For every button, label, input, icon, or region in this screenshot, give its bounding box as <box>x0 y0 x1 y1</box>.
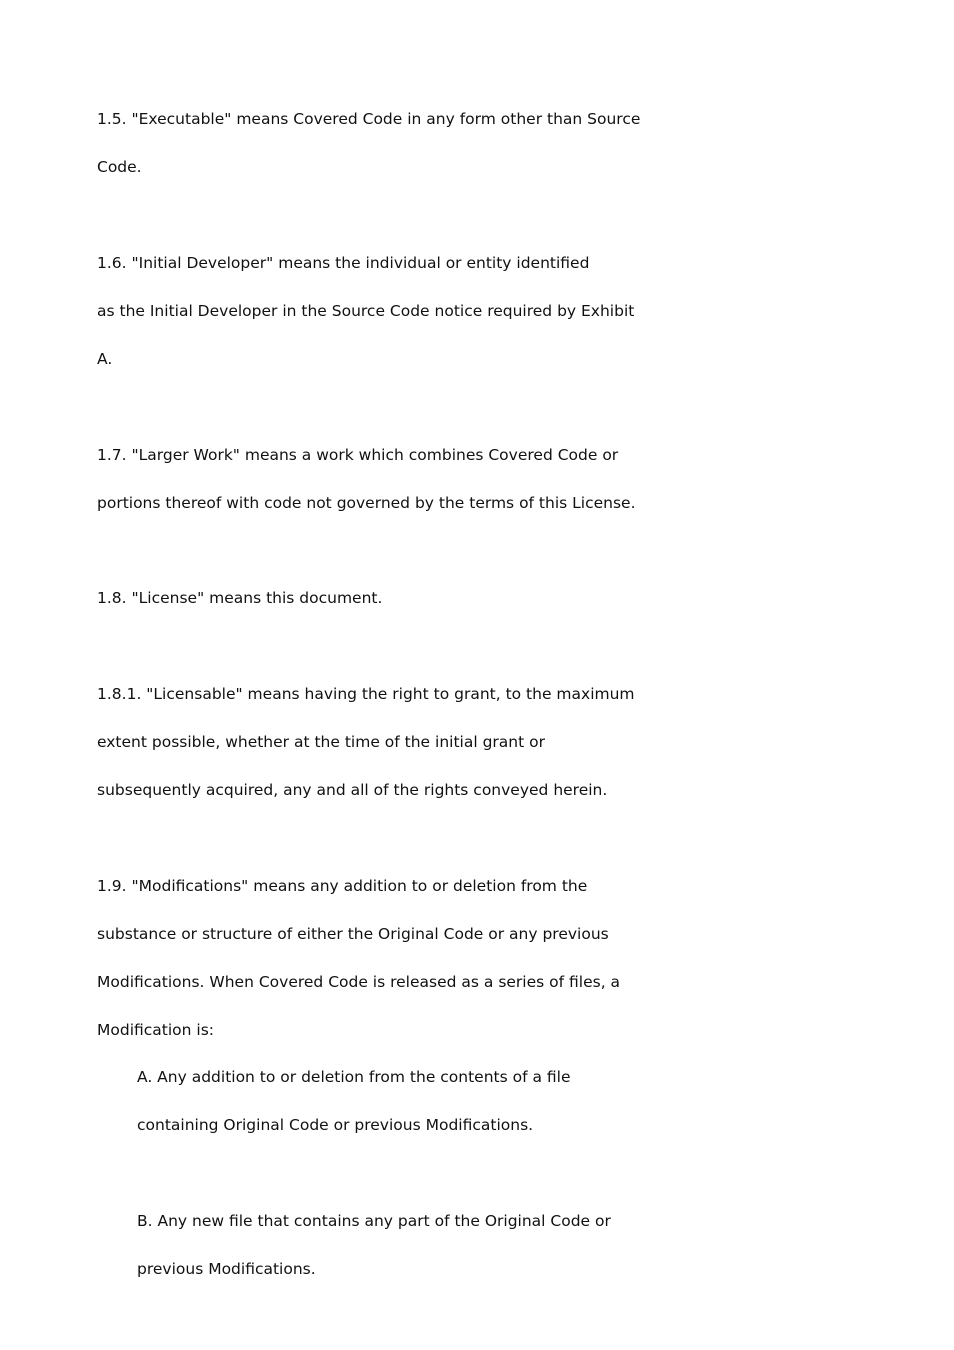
definition-1-5-line-2: Code. <box>97 158 142 176</box>
definition-1-7-line-2: portions thereof with code not governed by the terms of this License. <box>97 494 636 512</box>
definition-1-9-line-2: substance or structure of either the Original Code or any previous <box>97 925 609 943</box>
definition-1-8-1-line-3: subsequently acquired, any and all of the rights conveyed herein. <box>97 781 608 799</box>
definition-1-9-line-1: 1.9. "Modifications" means any addition to or deletion from the <box>97 877 588 895</box>
definition-1-7-line-1: 1.7. "Larger Work" means a work which combines Covered Code or <box>97 446 619 464</box>
sub-item-a-line-2: containing Original Code or previous Modifications. <box>137 1116 534 1134</box>
definition-1-6-line-3: A. <box>97 350 113 368</box>
sub-item-a-line-1: A. Any addition to or deletion from the contents of a file <box>137 1068 571 1086</box>
definition-1-8-line-1: 1.8. "License" means this document. <box>97 589 383 607</box>
definition-1-8-1-line-2: extent possible, whether at the time of the initial grant or <box>97 733 545 751</box>
definition-1-9-line-4: Modification is: <box>97 1021 215 1039</box>
sub-item-b-line-2: previous Modifications. <box>137 1260 316 1278</box>
definition-1-9-line-3: Modifications. When Covered Code is released as a series of files, a <box>97 973 621 991</box>
definition-1-5-line-1: 1.5. "Executable" means Covered Code in any form other than Source <box>97 110 641 128</box>
sub-item-b-line-1: B. Any new file that contains any part of the Original Code or <box>137 1212 611 1230</box>
definition-1-6-line-1: 1.6. "Initial Developer" means the individual or entity identified <box>97 254 590 272</box>
definition-1-8-1-line-1: 1.8.1. "Licensable" means having the right to grant, to the maximum <box>97 685 635 703</box>
definition-1-6-line-2: as the Initial Developer in the Source Code notice required by Exhibit <box>97 302 635 320</box>
